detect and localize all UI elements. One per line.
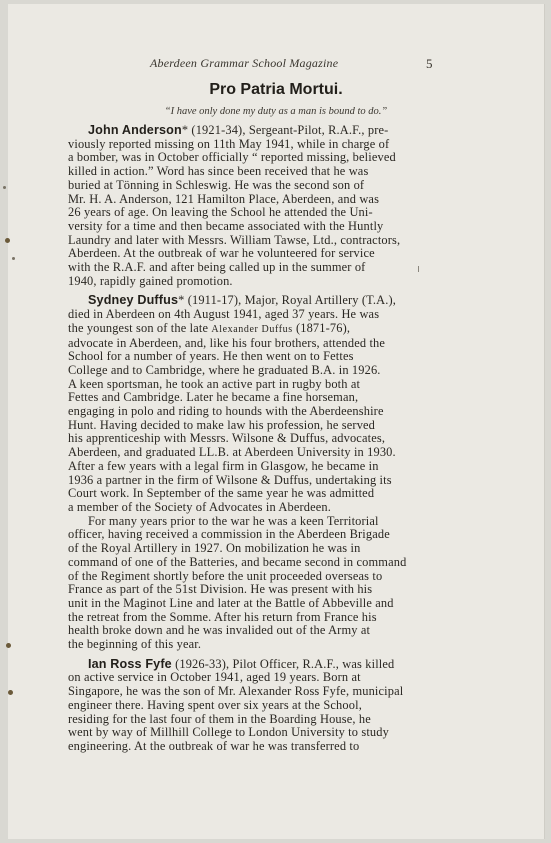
text-line: engineering. At the outbreak of war he was transferred to — [68, 738, 360, 753]
entry-name: Ian Ross Fyfe — [88, 656, 172, 671]
text-line: versity for a time and then became associated with the Huntly — [68, 218, 384, 233]
text-line: the retreat from the Somme. After his return from France his — [68, 609, 377, 624]
binding-mark — [3, 186, 6, 189]
text-line: health broke down and he was invalided out of the Army at — [68, 623, 371, 638]
text-line: on active service in October 1941, aged 19 years. Born at — [68, 670, 361, 685]
text-line: went by way of Millhill College to London University to study — [68, 725, 389, 740]
text-line: Fettes and Cambridge. Later he became a fine horseman, — [68, 390, 359, 405]
text-line: Hunt. Having decided to make law his profession, he served — [68, 417, 376, 432]
text-line: viously reported missing on 11th May 1941, while in charge of — [68, 136, 390, 151]
text-line: Mr. H. A. Anderson, 121 Hamilton Place, Aberdeen, and was — [68, 191, 380, 206]
text-line: 1936 a partner in the firm of Wilsone & Duffus, undertaking its — [68, 472, 392, 487]
page-number: 5 — [426, 56, 433, 71]
text-line: engineer there. Having spent over six years at the School, — [68, 697, 362, 712]
text-line: died in Aberdeen on 4th August 1941, aged 37 years. He was — [68, 307, 380, 322]
text-line: killed in action.” Word has since been received that he was — [68, 164, 369, 179]
running-title: Aberdeen Grammar School Magazine — [150, 56, 339, 70]
text-line: 1940, rapidly gained promotion. — [68, 273, 233, 288]
binding-mark — [5, 238, 10, 243]
text-line: officer, having received a commission in the Aberdeen Brigade — [68, 527, 390, 542]
entry-name: John Anderson — [88, 123, 182, 137]
text-line: Aberdeen. At the outbreak of war he volunteered for service — [68, 246, 375, 261]
text-line: a member of the Society of Advocates in Aberdeen. — [68, 499, 331, 514]
text-line: with the R.A.F. and after being called up in the summer of — [68, 260, 366, 275]
magazine-page — [8, 4, 545, 839]
running-head — [8, 56, 544, 74]
text-line: Court work. In September of the same year he was admitted — [68, 486, 375, 501]
text-line: residing for the last four of them in the Boarding House, he — [68, 711, 371, 726]
section-title: Pro Patria Mortui. — [209, 81, 343, 98]
text-line: engaging in polo and riding to hounds with the Aberdeenshire — [68, 404, 384, 419]
text-line: of the Regiment shortly before the unit proceeded overseas to — [68, 568, 383, 583]
entry-name: Sydney Duffus — [88, 293, 179, 308]
binding-mark — [6, 643, 11, 648]
text-line: John Anderson* (1921-34), Sergeant-Pilot, R.A.F., pre- — [88, 123, 389, 137]
binding-mark — [12, 257, 15, 260]
text-line: Aberdeen, and graduated LL.B. at Aberdeen University in 1930. — [68, 445, 396, 460]
text-line: After a few years with a legal firm in Glasgow, he became in — [68, 458, 379, 473]
text-line: Singapore, he was the son of Mr. Alexander Ross Fyfe, municipal — [68, 684, 404, 699]
text-line: School for a number of years. He then went on to Fettes — [68, 349, 354, 364]
text-line: A keen sportsman, he took an active part in rugby both at — [68, 376, 361, 391]
text-line: Laundry and later with Messrs. William Tawse, Ltd., contractors, — [68, 232, 401, 247]
text-line: command of one of the Batteries, and became second in command — [68, 554, 407, 569]
text-line: the youngest son of the late Alexander Duffus (1871-76), — [68, 320, 351, 335]
text-line: his apprenticeship with Messrs. Wilsone & Duffus, advocates, — [68, 431, 386, 446]
entry-fyfe — [68, 658, 441, 754]
text-line: of the Royal Artillery in 1927. On mobilization he was in — [68, 541, 361, 556]
text-line: For many years prior to the war he was a keen Territorial — [88, 513, 379, 528]
entry-anderson — [68, 124, 441, 288]
binding-mark — [8, 690, 13, 695]
text-line: 26 years of age. On leaving the School he attended the Uni- — [68, 205, 373, 220]
text-line: advocate in Aberdeen, and, like his four brothers, attended the — [68, 335, 386, 350]
text-line: Sydney Duffus* (1911-17), Major, Royal Artillery (T.A.), — [88, 293, 397, 308]
text-line: the beginning of this year. — [68, 637, 202, 652]
epigraph: “I have only done my duty as a man is bound to do.” — [164, 106, 388, 117]
text-line: Ian Ross Fyfe (1926-33), Pilot Officer, R.A.F., was killed — [88, 656, 395, 671]
text-line: unit in the Maginot Line and later at the Battle of Abbeville and — [68, 595, 394, 610]
text-line: buried at Tönning in Schleswig. He was the second son of — [68, 177, 365, 192]
text-line: College and to Cambridge, where he graduated B.A. in 1926. — [68, 362, 381, 377]
obituary-text — [68, 124, 441, 754]
entry-duffus — [68, 294, 441, 651]
text-line: a bomber, was in October officially “ reported missing, believed — [68, 150, 396, 165]
small-caps-name: Alexander Duffus — [211, 323, 293, 335]
text-line: France as part of the 51st Division. He was present with his — [68, 582, 373, 597]
